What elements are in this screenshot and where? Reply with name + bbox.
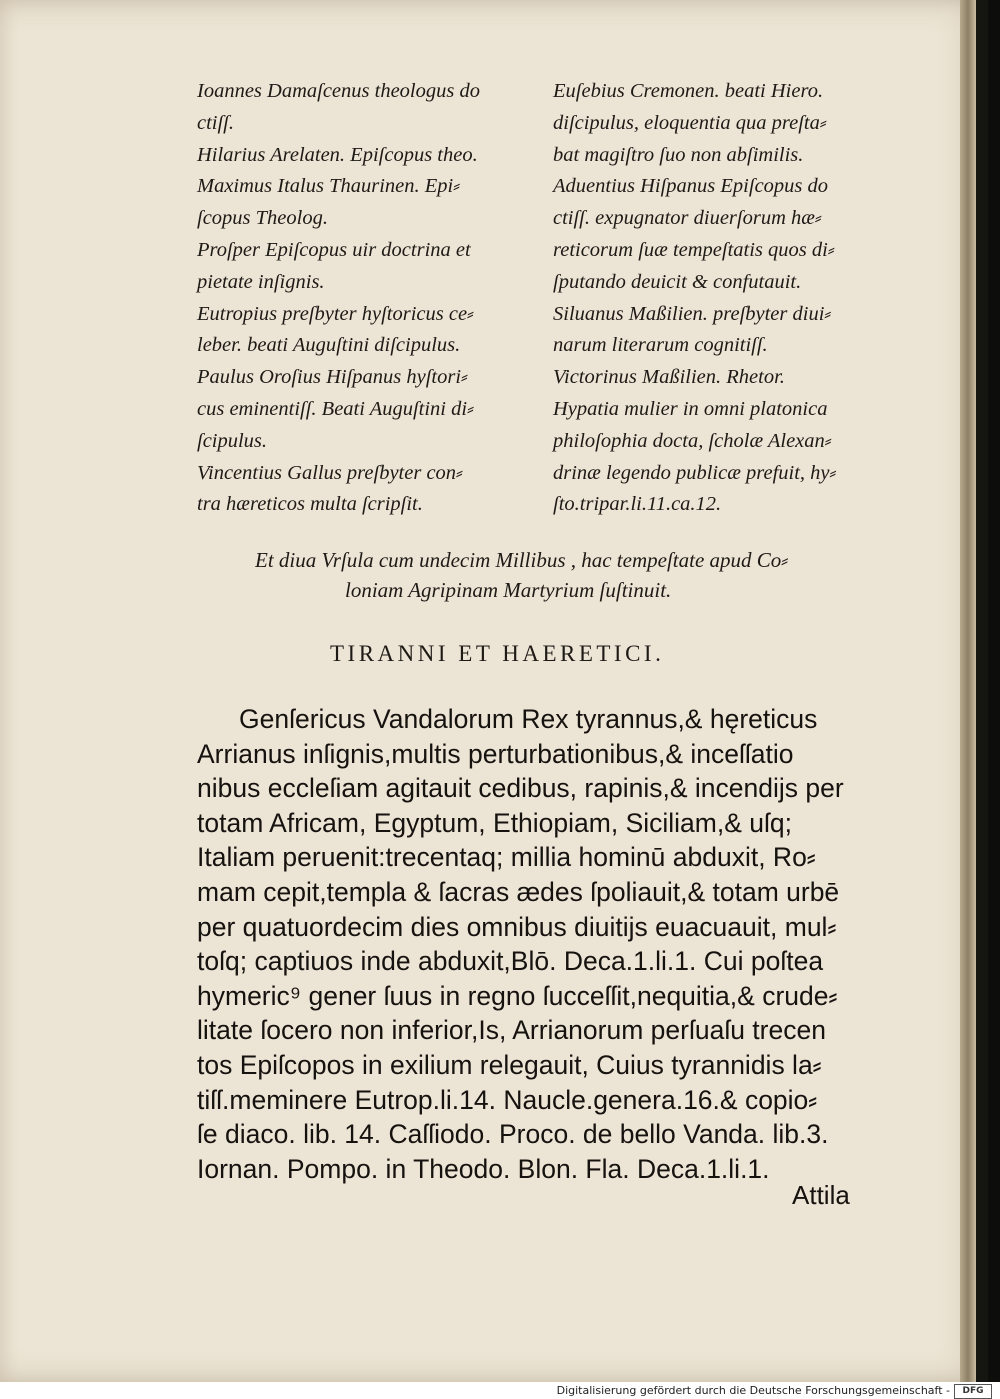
body-line: Genſericus Vandalorum Rex tyrannus,& hęreticus [239,704,818,734]
body-line: Arrianus inſignis,multis perturbationibus,& inceſſatio [197,738,794,769]
body-line: toſq; captiuos inde abduxit,Blō. Deca.1.li.1. Cui poſtea [197,946,824,977]
right-line: ſputando deuicit & confutauit. [553,270,802,293]
right-line: Euſebius Cremonen. beati Hiero. [553,80,824,102]
footer-bar [0,1382,1000,1399]
right-line: Victorinus Maßilien. Rhetor. [553,366,785,389]
right-line: bat magiſtro ſuo non abſimilis. [553,143,804,166]
left-line: cus eminentiſſ. Beati Auguſtini di⸗ [197,397,474,420]
left-line: ctiſſ. [197,111,235,134]
left-line: Paulus Oroſius Hiſpanus hyſtori⸗ [197,366,468,389]
right-line: reticorum ſuæ tempeſtatis quos di⸗ [553,238,835,261]
right-column [553,76,893,521]
body-line: nibus eccleſiam agitauit cedibus, rapinis,& incendijs per [197,773,844,804]
body-paragraph [197,702,897,1186]
page-gutter [960,0,976,1382]
left-line: leber. beati Auguſtini diſcipulus. [197,334,461,357]
left-line: Maximus Italus Thaurinen. Epi⸗ [197,175,461,198]
left-line: Vincentius Gallus preſbyter con⸗ [197,461,463,484]
right-line: narum literarum cognitiſſ. [553,334,768,357]
catchword: Attila [792,1180,850,1210]
section-heading: TIRANNI ET HAERETICI. [330,641,665,666]
funding-notice: Digitalisierung gefördert durch die Deutsche Forschungsgemeinschaft - [556,1384,950,1397]
left-line: Proſper Epiſcopus uir doctrina et [197,238,471,261]
left-line: ſcopus Theolog. [197,207,328,230]
left-line: ſcipulus. [197,429,268,452]
right-line: drinæ legendo publicæ prefuit, hy⸗ [553,461,837,484]
body-line: hymeric⁹ gener ſuus in regno ſucceſſit,nequitia,& crude⸗ [197,980,838,1011]
body-line: Iornan. Pompo. in Theodo. Blon. Fla. Deca.1.li.1. [197,1153,770,1184]
right-line: ctiſſ. expugnator diuerſorum hæ⸗ [553,207,822,230]
note-line-2: loniam Agripinam Martyrium ſuſtinuit. [345,578,672,602]
note-line-1: Et diua Vrſula cum undecim Millibus , hac tempeſtate apud Co⸗ [255,548,789,572]
right-line: Siluanus Maßilien. preſbyter diui⸗ [553,302,832,325]
body-line: Italiam peruenit:trecentaq; millia hominū abduxit, Ro⸗ [197,842,816,873]
body-line: per quatuordecim dies omnibus diuitijs euacuauit, mul⸗ [197,911,837,942]
body-line: mam cepit,templa & ſacras ædes ſpoliauit,& totam urbē [197,876,840,907]
body-line: litate ſocero non inferior,Is, Arrianorum perſuaſu trecen [197,1015,826,1046]
right-line: Hypatia mulier in omni platonica [553,397,828,420]
right-line: diſcipulus, eloquentia qua preſta⸗ [553,111,827,134]
body-line: tos Epiſcopos in exilium relegauit, Cuius tyrannidis la⸗ [197,1049,822,1080]
left-column [197,76,537,521]
left-line: Eutropius preſbyter hyſtoricus ce⸗ [197,302,474,325]
left-line: Hilarius Arelaten. Epiſcopus theo. [197,143,478,166]
body-line: ſe diaco. lib. 14. Caſſiodo. Proco. de bello Vanda. lib.3. [197,1119,829,1150]
right-line: ſto.tripar.li.11.ca.12. [553,493,722,516]
right-line: Aduentius Hiſpanus Epiſcopus do [553,175,829,198]
dfg-logo-icon: DFG [954,1384,992,1399]
body-line: tiſſ.meminere Eutrop.li.14. Naucle.genera.16.& copio⸗ [197,1084,818,1115]
left-line: pietate inſignis. [197,270,325,293]
right-line: philoſophia docta, ſcholæ Alexan⸗ [553,429,832,452]
scan-edge [976,0,988,1382]
left-line: tra hæreticos multa ſcripſit. [197,493,423,516]
body-line: totam Africam, Egyptum, Ethiopiam, Siciliam,& uſq; [197,807,792,838]
left-line: Ioannes Damaſcenus theologus do [197,80,480,102]
